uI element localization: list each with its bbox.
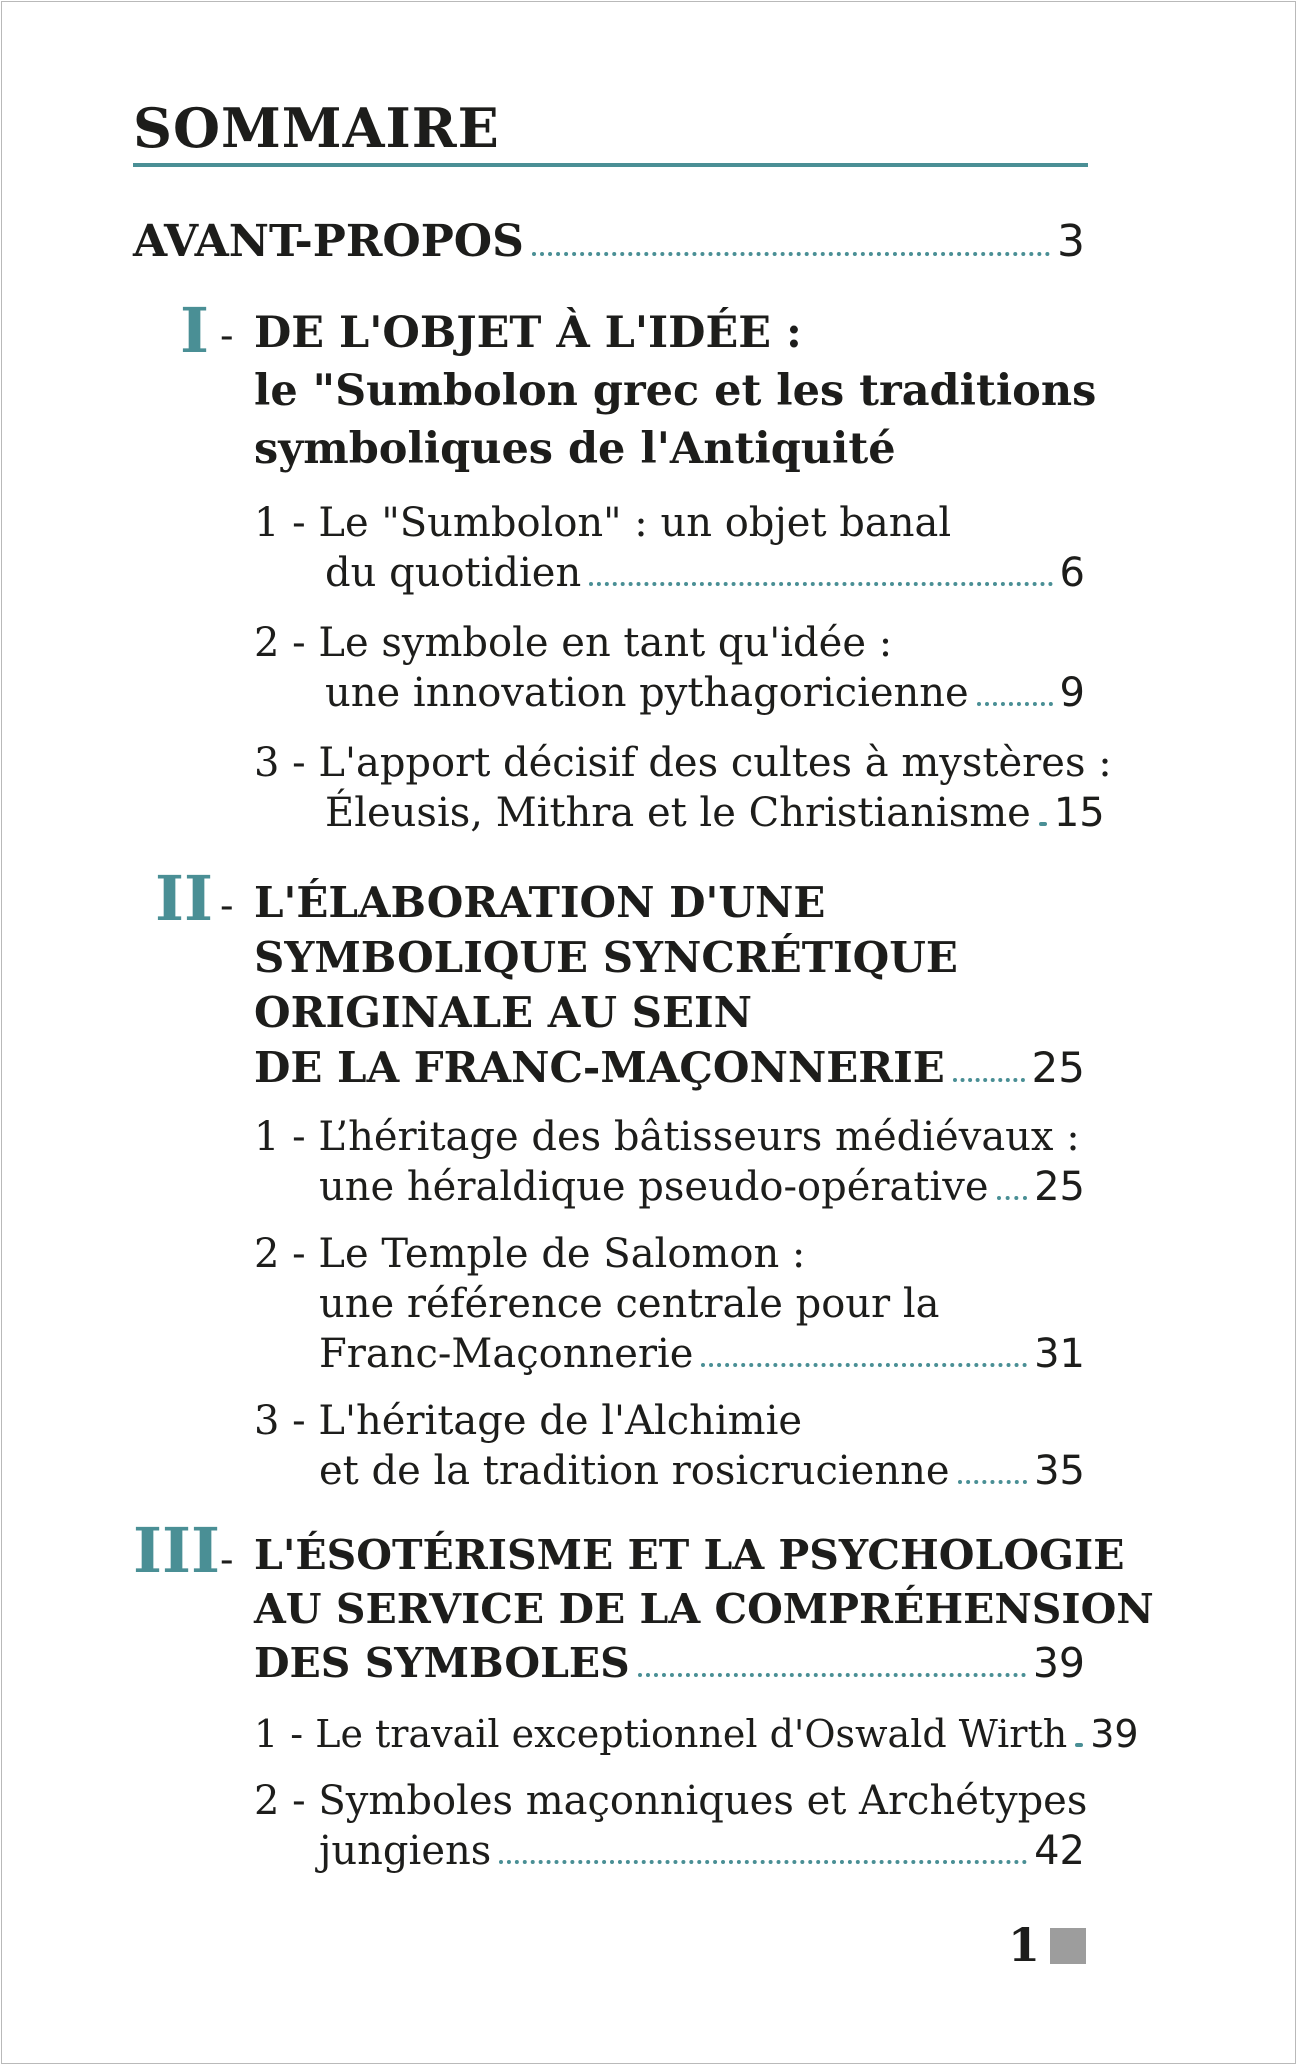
item-label: Le Temple de Salomon : bbox=[318, 1231, 806, 1277]
item-label: Symboles maçonniques et Archétypes bbox=[318, 1778, 1088, 1824]
dot-leader bbox=[958, 1480, 1028, 1484]
toc-item-cont[interactable] bbox=[325, 550, 1085, 596]
item-label: Le "Sumbolon" : un objet banal bbox=[318, 500, 952, 546]
toc-item-cont[interactable] bbox=[325, 790, 1105, 836]
toc-item[interactable] bbox=[254, 620, 893, 666]
page-number: 39 bbox=[1032, 1639, 1085, 1687]
page-number: 42 bbox=[1034, 1828, 1085, 1874]
section-title: le "Sumbolon grec et les traditions bbox=[254, 366, 1097, 416]
item-label: jungiens bbox=[319, 1828, 492, 1874]
toc-item[interactable] bbox=[254, 1712, 1139, 1756]
section-title: SYMBOLIQUE SYNCRÉTIQUE bbox=[254, 933, 958, 982]
section-numeral: II bbox=[155, 862, 214, 935]
page-number: 6 bbox=[1059, 550, 1085, 596]
toc-item-cont[interactable] bbox=[319, 1448, 1085, 1494]
section-title: ORIGINALE AU SEIN bbox=[254, 988, 753, 1037]
page-number: 39 bbox=[1090, 1712, 1139, 1756]
item-label: Éleusis, Mithra et le Christianisme bbox=[325, 790, 1031, 836]
toc-item[interactable] bbox=[254, 1114, 1080, 1160]
toc-item[interactable] bbox=[254, 740, 1112, 786]
item-label: L’héritage des bâtisseurs médiévaux : bbox=[318, 1114, 1080, 1160]
dot-leader bbox=[997, 1196, 1028, 1200]
item-number: 2 - bbox=[254, 1778, 306, 1824]
dot-leader bbox=[638, 1673, 1026, 1677]
section-title: symboliques de l'Antiquité bbox=[254, 424, 896, 474]
toc-item-cont[interactable] bbox=[325, 670, 1085, 716]
toc-item[interactable] bbox=[254, 1398, 803, 1444]
footer-square-mark bbox=[1050, 1928, 1086, 1964]
item-label: Le symbole en tant qu'idée : bbox=[318, 620, 893, 666]
item-number: 3 - bbox=[254, 1398, 306, 1444]
dot-leader bbox=[701, 1363, 1027, 1367]
dot-leader bbox=[1075, 1743, 1083, 1747]
dot-leader bbox=[499, 1860, 1027, 1864]
item-label: une référence centrale pour la bbox=[319, 1281, 940, 1327]
dot-leader bbox=[589, 582, 1052, 586]
item-number: 1 - bbox=[254, 1712, 304, 1756]
item-number: 2 - bbox=[254, 620, 306, 666]
dot-leader bbox=[977, 702, 1053, 706]
toc-entry-avant-propos[interactable] bbox=[133, 216, 1085, 267]
section-numeral: III bbox=[133, 1514, 221, 1587]
section-dash: - bbox=[220, 1537, 234, 1583]
page-number: 9 bbox=[1059, 670, 1085, 716]
section-dash: - bbox=[220, 313, 234, 359]
item-number: 2 - bbox=[254, 1231, 306, 1277]
page-number: 15 bbox=[1053, 790, 1105, 836]
toc-item-cont[interactable] bbox=[319, 1331, 1085, 1377]
item-label: une héraldique pseudo-opérative bbox=[319, 1164, 989, 1210]
section-numeral: I bbox=[180, 294, 210, 367]
toc-item[interactable] bbox=[254, 1231, 806, 1277]
page-number: 31 bbox=[1034, 1331, 1085, 1377]
toc-item-cont bbox=[319, 1281, 940, 1327]
footer-page-number: 1 bbox=[1008, 1918, 1041, 1972]
toc-item-cont[interactable] bbox=[319, 1164, 1085, 1210]
item-label: L'héritage de l'Alchimie bbox=[318, 1398, 803, 1444]
section-title: DE L'OBJET À L'IDÉE : bbox=[254, 308, 802, 358]
toc-item[interactable] bbox=[254, 1778, 1088, 1824]
page-number: 25 bbox=[1034, 1164, 1085, 1210]
page-number: 35 bbox=[1034, 1448, 1085, 1494]
item-label: une innovation pythagoricienne bbox=[325, 670, 969, 716]
item-number: 1 - bbox=[254, 500, 306, 546]
title-rule bbox=[133, 163, 1088, 167]
toc-item[interactable] bbox=[254, 500, 952, 546]
dot-leader bbox=[953, 1078, 1025, 1082]
item-label: du quotidien bbox=[325, 550, 582, 596]
section-title: AU SERVICE DE LA COMPRÉHENSION bbox=[254, 1585, 1154, 1633]
item-label: Franc-Maçonnerie bbox=[319, 1331, 694, 1377]
toc-entry-label: AVANT-PROPOS bbox=[133, 216, 524, 267]
dot-leader bbox=[532, 252, 1050, 256]
item-number: 3 - bbox=[254, 740, 306, 786]
page-number: 25 bbox=[1031, 1043, 1085, 1092]
item-label: et de la tradition rosicrucienne bbox=[319, 1448, 950, 1494]
page-number: 3 bbox=[1057, 216, 1085, 267]
section-title-last[interactable]: DE LA FRANC-MAÇONNERIE 25 bbox=[254, 1043, 1085, 1092]
toc-item-cont[interactable] bbox=[319, 1828, 1085, 1874]
item-label: Le travail exceptionnel d'Oswald Wirth bbox=[315, 1712, 1068, 1756]
item-number: 1 - bbox=[254, 1114, 306, 1160]
section-title: L'ÉSOTÉRISME ET LA PSYCHOLOGIE bbox=[254, 1531, 1125, 1579]
dot-leader bbox=[1039, 822, 1047, 826]
item-label: L'apport décisif des cultes à mystères : bbox=[318, 740, 1112, 786]
section-title-last[interactable]: DES SYMBOLES 39 bbox=[254, 1639, 1085, 1687]
page-title: SOMMAIRE bbox=[133, 96, 500, 160]
section-title: L'ÉLABORATION D'UNE bbox=[254, 878, 826, 927]
section-dash: - bbox=[220, 883, 234, 929]
